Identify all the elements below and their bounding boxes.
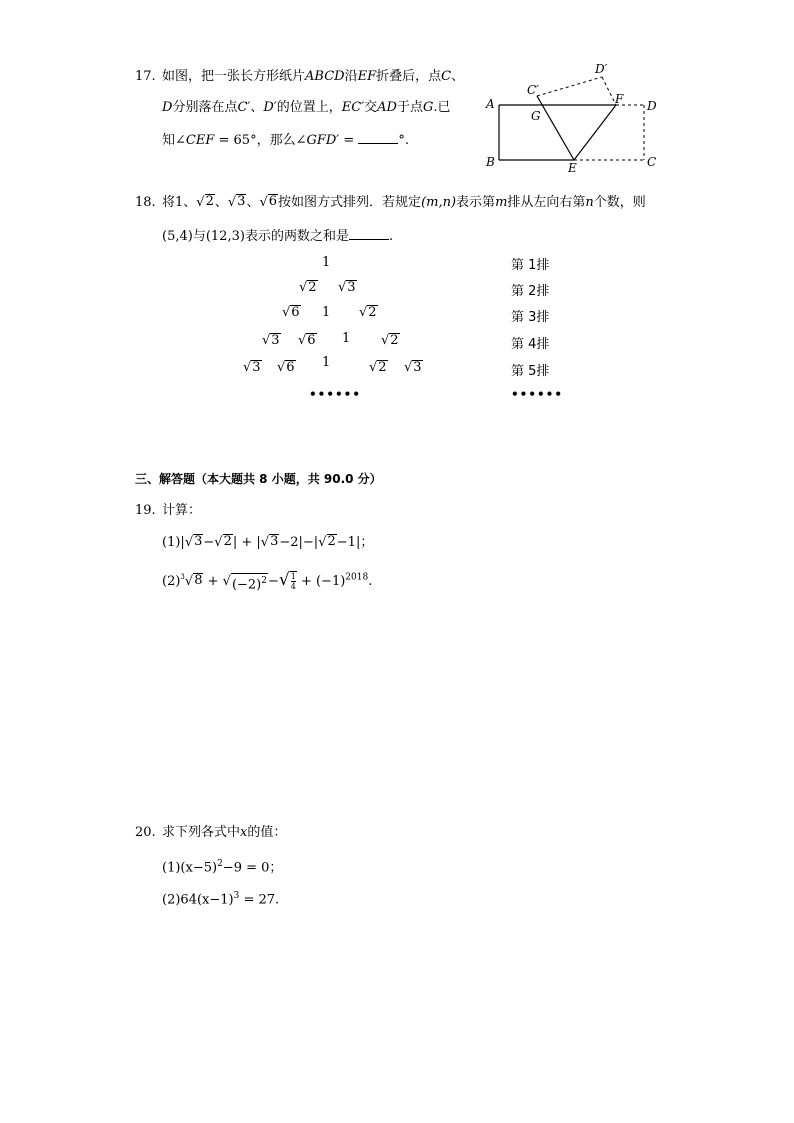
label-F: F (615, 92, 624, 106)
tri-r1-1: 1 (322, 255, 331, 270)
label-D: D (647, 99, 657, 113)
q19-number: 19. (135, 503, 156, 518)
q17-line3: 知∠CEF = 65°，那么∠GFD′ = °. (162, 133, 410, 148)
q18-line2: (5,4)与(12,3)表示的两数之和是 . (162, 229, 394, 244)
tri-r5-3: 1 (322, 355, 331, 370)
tri-r5-1: √ 3 (243, 360, 261, 375)
section-heading: 三、解答题（本大题共 8 小题，共 90.0 分） (135, 472, 382, 486)
tri-r5-4: √ 2 (369, 360, 387, 375)
label-B: B (486, 155, 495, 169)
row-label-dots: •••••• (511, 387, 564, 401)
tri-r5-5: √ 3 (404, 360, 422, 375)
tri-r3-3: √ 2 (359, 305, 377, 320)
answer-blank[interactable] (358, 131, 398, 144)
label-C: C (647, 155, 657, 169)
q20-title: 求下列各式中x的值： (162, 825, 287, 840)
q20-part1: $(1)(x-5)^2-9 = 0$； (162, 859, 283, 876)
tri-r4-2: √ 6 (298, 333, 316, 348)
label-G: G (531, 109, 541, 123)
answer-blank[interactable] (349, 227, 389, 240)
tri-r3-2: 1 (322, 305, 331, 320)
label-Dprime: D′ (595, 62, 608, 76)
q20-number: 20. (135, 825, 156, 840)
q17-line1: 如图，把一张长方形纸片ABCD沿EF折叠后，点C、 (162, 69, 465, 84)
tri-r2-2: √ 3 (338, 280, 356, 295)
q17-line2: D分别落在点C′、D′的位置上，EC′交AD于点G.已 (162, 100, 451, 115)
tri-r2-1: √ 2 (299, 280, 317, 295)
label-E: E (568, 161, 577, 175)
q18-line1: 将1、 √ 2 、 √ 3 、 √ 6 按如图方式排列．若规定(m,n)表示第m排从左向右第n个数，则 (162, 194, 646, 210)
row-label-4: 第 4排 (511, 337, 550, 352)
q19-part1: (1)| √ 3 − √ 2 | + | √ 3 −2|−| √ 2 −1|； (162, 534, 374, 550)
q19-title: 计算： (162, 503, 202, 518)
q19-part2: $(2)^3$ √ 8 + √ $(-2)^2$ − √ 1 4 + $(-1)^{2018}$. (162, 570, 373, 593)
row-label-5: 第 5排 (511, 364, 550, 379)
row-label-3: 第 3排 (511, 310, 550, 325)
q20-part2: $(2)64(x-1)^3 = 27$. (162, 891, 280, 908)
tri-r3-1: √ 6 (282, 305, 300, 320)
q18-number: 18. (135, 195, 156, 210)
tri-r4-3: 1 (342, 331, 351, 346)
tri-r5-2: √ 6 (277, 360, 295, 375)
row-label-1: 第 1排 (511, 258, 550, 273)
q17-number: 17. (135, 69, 156, 84)
label-A: A (486, 97, 495, 111)
tri-dots: •••••• (309, 387, 362, 401)
tri-r4-4: √ 2 (381, 333, 399, 348)
tri-r4-1: √ 3 (262, 333, 280, 348)
row-label-2: 第 2排 (511, 284, 550, 299)
label-Cprime: C′ (527, 83, 539, 97)
